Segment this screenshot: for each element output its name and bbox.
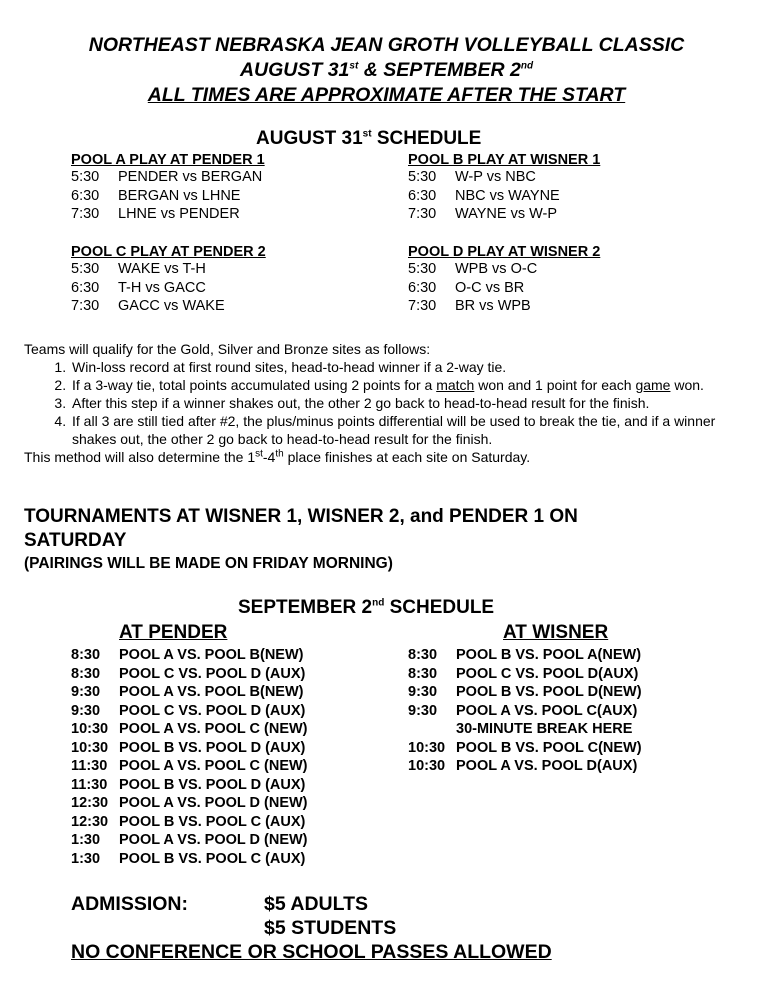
game-time: 6:30 bbox=[408, 187, 437, 204]
game-time: 7:30 bbox=[71, 298, 100, 314]
passes-note: NO CONFERENCE OR SCHOOL PASSES ALLOWED bbox=[71, 941, 552, 963]
rules-intro: Teams will qualify for the Gold, Silver and Bronze sites as follows: bbox=[24, 341, 431, 357]
row-time: 11:30 bbox=[71, 758, 108, 774]
outro-sup: st bbox=[255, 448, 263, 460]
game-match: WAKE vs T-H bbox=[118, 261, 206, 277]
game-match: PENDER vs BERGAN bbox=[118, 169, 263, 185]
rule-text-match: match bbox=[436, 377, 475, 393]
pool-b-block bbox=[408, 152, 600, 224]
pool-d-title: POOL D PLAY AT WISNER 2 bbox=[408, 244, 601, 260]
schedule-row bbox=[71, 831, 308, 850]
game-time: 5:30 bbox=[408, 169, 437, 185]
outro-text: This method will also determine the 1 bbox=[24, 449, 256, 465]
schedule-row bbox=[408, 757, 642, 776]
rule-item: 1. Win-loss record at first round sites, head-to-head winner if a 2-way tie. bbox=[70, 358, 754, 376]
schedule-row bbox=[71, 665, 308, 684]
sep-schedule-title bbox=[238, 597, 494, 619]
date-aug: AUGUST 31 bbox=[239, 59, 350, 81]
row-match: POOL C VS. POOL D(AUX) bbox=[456, 665, 639, 682]
admission-adults: $5 ADULTS bbox=[264, 893, 369, 915]
at-pender-heading: AT PENDER bbox=[119, 622, 228, 643]
game-match: O-C vs BR bbox=[455, 279, 525, 296]
row-match: POOL B VS. POOL C (AUX) bbox=[119, 813, 306, 830]
tournaments-heading bbox=[24, 505, 578, 553]
pool-game bbox=[408, 187, 600, 206]
rule-item bbox=[70, 376, 754, 394]
schedule-row bbox=[408, 683, 642, 702]
pool-game bbox=[408, 205, 600, 224]
aug-title-suffix: SCHEDULE bbox=[371, 128, 482, 149]
game-match: BR vs WPB bbox=[455, 298, 531, 314]
pender-schedule bbox=[71, 646, 308, 868]
pool-game bbox=[71, 297, 266, 316]
row-match: POOL A VS. POOL C (NEW) bbox=[119, 721, 308, 737]
schedule-row bbox=[71, 850, 308, 869]
game-match: NBC vs WAYNE bbox=[455, 187, 560, 204]
break-row: 30-MINUTE BREAK HERE bbox=[456, 721, 633, 737]
sep-title-sup: nd bbox=[372, 597, 385, 609]
game-match: GACC vs WAKE bbox=[118, 298, 225, 314]
game-match: WAYNE vs W-P bbox=[455, 206, 558, 222]
game-time: 5:30 bbox=[71, 169, 100, 185]
row-time: 10:30 bbox=[71, 739, 109, 756]
game-time: 7:30 bbox=[71, 206, 100, 222]
tournaments-line1: TOURNAMENTS AT WISNER 1, WISNER 2, and PENDER 1 ON bbox=[24, 506, 578, 527]
row-time: 8:30 bbox=[71, 647, 101, 663]
row-match: POOL B VS. POOL C (AUX) bbox=[119, 850, 306, 867]
game-time: 6:30 bbox=[71, 187, 100, 204]
schedule-row bbox=[71, 739, 308, 758]
rule-text: won and 1 point for each bbox=[474, 377, 636, 393]
doc-title: NORTHEAST NEBRASKA JEAN GROTH VOLLEYBALL CLASSIC bbox=[88, 34, 685, 56]
pool-c-block bbox=[71, 244, 266, 316]
schedule-row bbox=[71, 702, 308, 721]
aug-schedule-title bbox=[256, 128, 481, 150]
row-match: POOL C VS. POOL D (AUX) bbox=[119, 665, 306, 682]
row-time: 9:30 bbox=[71, 684, 101, 700]
row-match: POOL A VS. POOL C (NEW) bbox=[119, 758, 308, 774]
row-time: 1:30 bbox=[71, 850, 101, 867]
rules-outro bbox=[24, 448, 754, 466]
game-time: 7:30 bbox=[408, 206, 437, 222]
schedule-row bbox=[71, 794, 308, 813]
row-time: 10:30 bbox=[408, 739, 446, 756]
row-time: 10:30 bbox=[408, 758, 446, 774]
row-match: POOL C VS. POOL D (AUX) bbox=[119, 702, 306, 719]
pool-game bbox=[408, 279, 600, 298]
rules-list bbox=[24, 358, 754, 448]
pool-c-title: POOL C PLAY AT PENDER 2 bbox=[71, 244, 266, 260]
pool-game bbox=[71, 187, 265, 206]
pool-game bbox=[408, 260, 600, 279]
pool-game bbox=[71, 260, 266, 279]
row-time: 12:30 bbox=[71, 795, 109, 811]
approx-times-note: ALL TIMES ARE APPROXIMATE AFTER THE START bbox=[147, 84, 626, 106]
row-match: POOL B VS. POOL A(NEW) bbox=[456, 647, 642, 663]
date-sep: & SEPTEMBER 2 bbox=[358, 59, 521, 81]
pool-b-title: POOL B PLAY AT WISNER 1 bbox=[408, 152, 601, 168]
row-time: 8:30 bbox=[71, 665, 101, 682]
row-time: 11:30 bbox=[71, 776, 108, 793]
row-time: 9:30 bbox=[71, 702, 101, 719]
row-time: 10:30 bbox=[71, 721, 109, 737]
at-wisner-heading: AT WISNER bbox=[503, 622, 609, 643]
rule-text: If a 3-way tie, total points accumulated using 2 points for a bbox=[72, 377, 437, 393]
row-match: POOL B VS. POOL D(NEW) bbox=[456, 684, 642, 700]
doc-dates bbox=[0, 58, 773, 82]
outro-text: -4 bbox=[262, 449, 276, 465]
outro-text: place finishes at each site on Saturday. bbox=[283, 449, 531, 465]
row-match: POOL B VS. POOL D (AUX) bbox=[119, 739, 306, 756]
game-time: 6:30 bbox=[408, 279, 437, 296]
date-aug-sup: st bbox=[349, 60, 359, 72]
admission-students: $5 STUDENTS bbox=[264, 917, 397, 939]
schedule-row bbox=[71, 776, 308, 795]
game-match: WPB vs O-C bbox=[455, 261, 538, 277]
aug-title-sup: st bbox=[362, 128, 372, 140]
sep-title-text: SEPTEMBER 2 bbox=[238, 597, 373, 618]
aug-title-text: AUGUST 31 bbox=[256, 128, 363, 149]
pool-game bbox=[408, 168, 600, 187]
pool-game bbox=[71, 279, 266, 298]
pool-game bbox=[408, 297, 600, 316]
schedule-row bbox=[71, 683, 308, 702]
sep-title-suffix: SCHEDULE bbox=[384, 597, 495, 618]
row-match: POOL A VS. POOL B(NEW) bbox=[119, 684, 304, 700]
rule-text: won. bbox=[670, 377, 704, 393]
game-match: LHNE vs PENDER bbox=[118, 206, 240, 222]
schedule-row bbox=[71, 757, 308, 776]
game-time: 5:30 bbox=[408, 261, 437, 277]
row-time: 8:30 bbox=[408, 665, 438, 682]
pool-a-title: POOL A PLAY AT PENDER 1 bbox=[71, 152, 265, 168]
game-match: T-H vs GACC bbox=[118, 279, 206, 296]
admission-label: ADMISSION: bbox=[71, 893, 188, 915]
schedule-row bbox=[71, 646, 308, 665]
schedule-row bbox=[408, 702, 642, 721]
game-match: W-P vs NBC bbox=[455, 169, 536, 185]
wisner-schedule bbox=[408, 646, 642, 776]
schedule-row bbox=[71, 720, 308, 739]
row-match: POOL A VS. POOL D (NEW) bbox=[119, 832, 308, 848]
tournaments-line2: SATURDAY bbox=[24, 530, 127, 551]
row-time: 12:30 bbox=[71, 813, 109, 830]
row-match: POOL A VS. POOL D(AUX) bbox=[456, 758, 638, 774]
row-match: POOL A VS. POOL D (NEW) bbox=[119, 795, 308, 811]
row-match: POOL A VS. POOL C(AUX) bbox=[456, 702, 638, 719]
game-time: 7:30 bbox=[408, 298, 437, 314]
pool-a-block bbox=[71, 152, 265, 224]
rule-item: 3. After this step if a winner shakes out, the other 2 go back to head-to-head result for the finish. bbox=[70, 394, 754, 412]
outro-sup: th bbox=[275, 448, 284, 460]
schedule-row bbox=[408, 665, 642, 684]
schedule-row bbox=[408, 646, 642, 665]
row-match: POOL A VS. POOL B(NEW) bbox=[119, 647, 304, 663]
schedule-row bbox=[71, 813, 308, 832]
row-time: 9:30 bbox=[408, 684, 438, 700]
rule-text-game: game bbox=[635, 377, 671, 393]
row-time: 8:30 bbox=[408, 647, 438, 663]
pairings-note: (PAIRINGS WILL BE MADE ON FRIDAY MORNING) bbox=[24, 555, 393, 572]
row-match: POOL B VS. POOL D (AUX) bbox=[119, 776, 306, 793]
pool-game bbox=[71, 205, 265, 224]
row-match: POOL B VS. POOL C(NEW) bbox=[456, 739, 642, 756]
pool-d-block bbox=[408, 244, 600, 316]
schedule-row bbox=[408, 739, 642, 758]
row-time: 1:30 bbox=[71, 832, 101, 848]
qualification-rules bbox=[24, 340, 754, 466]
game-time: 6:30 bbox=[71, 279, 100, 296]
date-sep-sup: nd bbox=[520, 60, 534, 72]
rule-item: 4. If all 3 are still tied after #2, the plus/minus points differential will be used to break the tie, and if a winner shakes out, the other 2 go back to head-to-head result for the finish. bbox=[70, 412, 754, 448]
game-time: 5:30 bbox=[71, 261, 100, 277]
pool-game bbox=[71, 168, 265, 187]
row-time: 9:30 bbox=[408, 702, 438, 719]
game-match: BERGAN vs LHNE bbox=[118, 187, 241, 204]
